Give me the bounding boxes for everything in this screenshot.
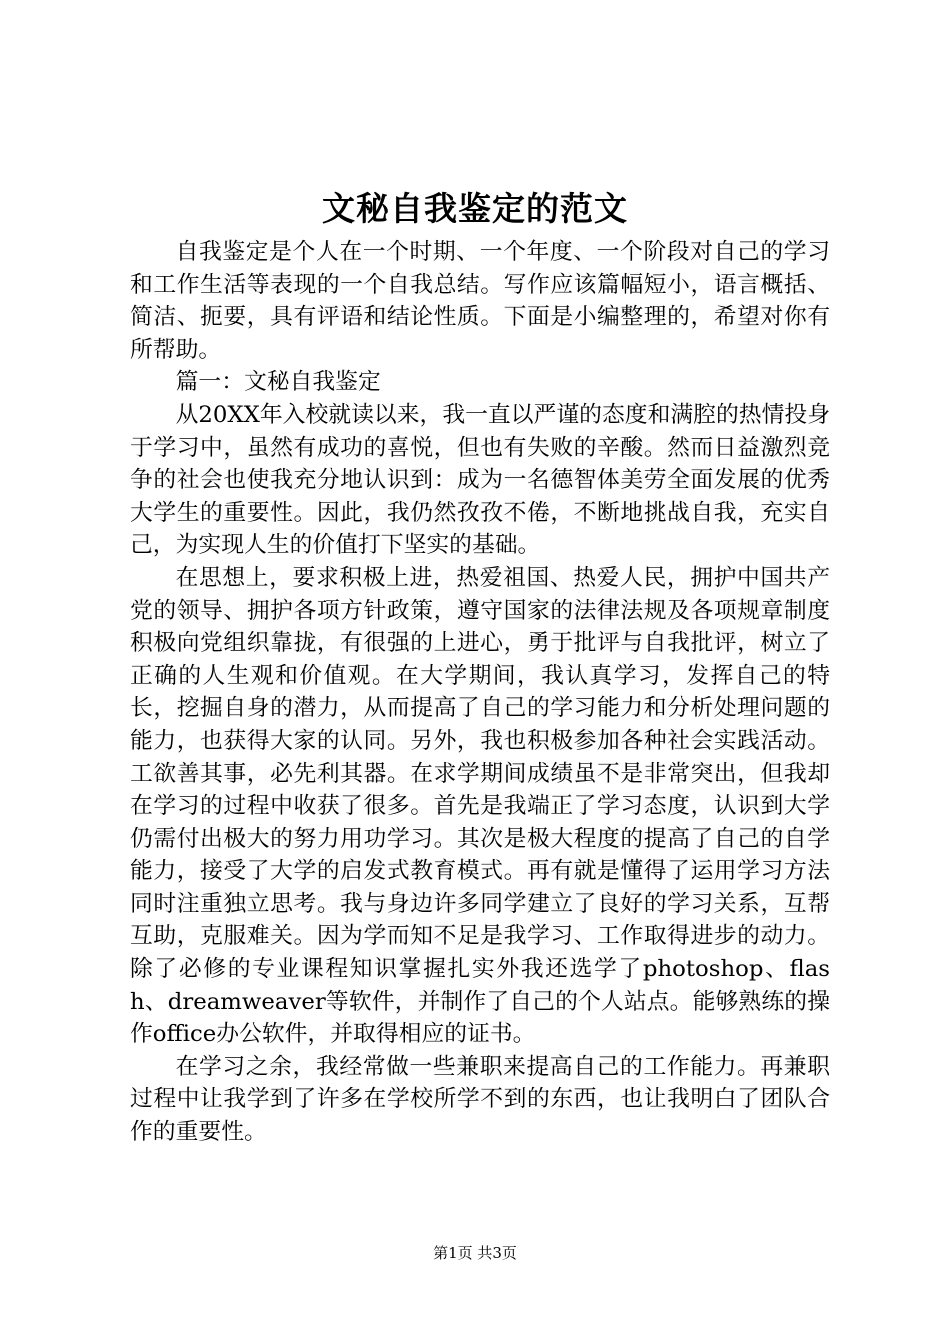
page-footer: 第1页 共3页 [433, 1244, 517, 1262]
section-heading: 篇一：文秘自我鉴定 [175, 369, 381, 396]
body-paragraph: 在思想上，要求积极上进，热爱祖国、热爱人民，拥护中国共产党的领导、拥护各项方针政策，遵守国家的法律法规及各项规章制度积极向党组织靠拢，有很强的上进心，勇于批评与自我批评，树立了正确的人生观和价值观。在大学期间，我认真学习，发挥自己的特长，挖掘自身的潜力，从而提高了自己的学习能力和分析处理问题的能力，也获得大家的认同。另外，我也积极参加各种社会实践活动。工欲善其事，必先利其器。在求学期间成绩虽不是非常突出，但我却在学习的过程中收获了很多。首先是我端正了学习态度，认识到大学仍需付出极大的努力用功学习。其次是极大程度的提高了自己的自学能力，接受了大学的启发式教育模式。再有就是懂得了运用学习方法同时注重独立思考。我与身边许多同学建立了良好的学习关系，互帮互助，克服难关。因为学而知不足是我学习、工作取得进步的动力。除了必修的专业课程知识掌握扎实外我还选学了photoshop、flash、dreamweaver等软件，并制作了自己的个人站点。能够熟练的操作office办公软件，并取得相应的证书。 [130, 564, 830, 1048]
intro-paragraph: 自我鉴定是个人在一个时期、一个年度、一个阶段对自己的学习和工作生活等表现的一个自我总结。写作应该篇幅短小，语言概括、简洁、扼要，具有评语和结论性质。下面是小编整理的，希望对你有所帮助。 [130, 239, 830, 363]
document-body [130, 236, 830, 1149]
body-paragraph: 在学习之余，我经常做一些兼职来提高自己的工作能力。再兼职过程中让我学到了许多在学校所学不到的东西，也让我明白了团队合作的重要性。 [130, 1053, 830, 1146]
document-title: 文秘自我鉴定的范文 [322, 189, 628, 228]
body-paragraph: 从20XX年入校就读以来，我一直以严谨的态度和满腔的热情投身于学习中，虽然有成功的喜悦，但也有失败的辛酸。然而日益激烈竞争的社会也使我充分地认识到：成为一名德智体美劳全面发展的优秀大学生的重要性。因此，我仍然孜孜不倦，不断地挑战自我，充实自己，为实现人生的价值打下坚实的基础。 [130, 401, 830, 559]
